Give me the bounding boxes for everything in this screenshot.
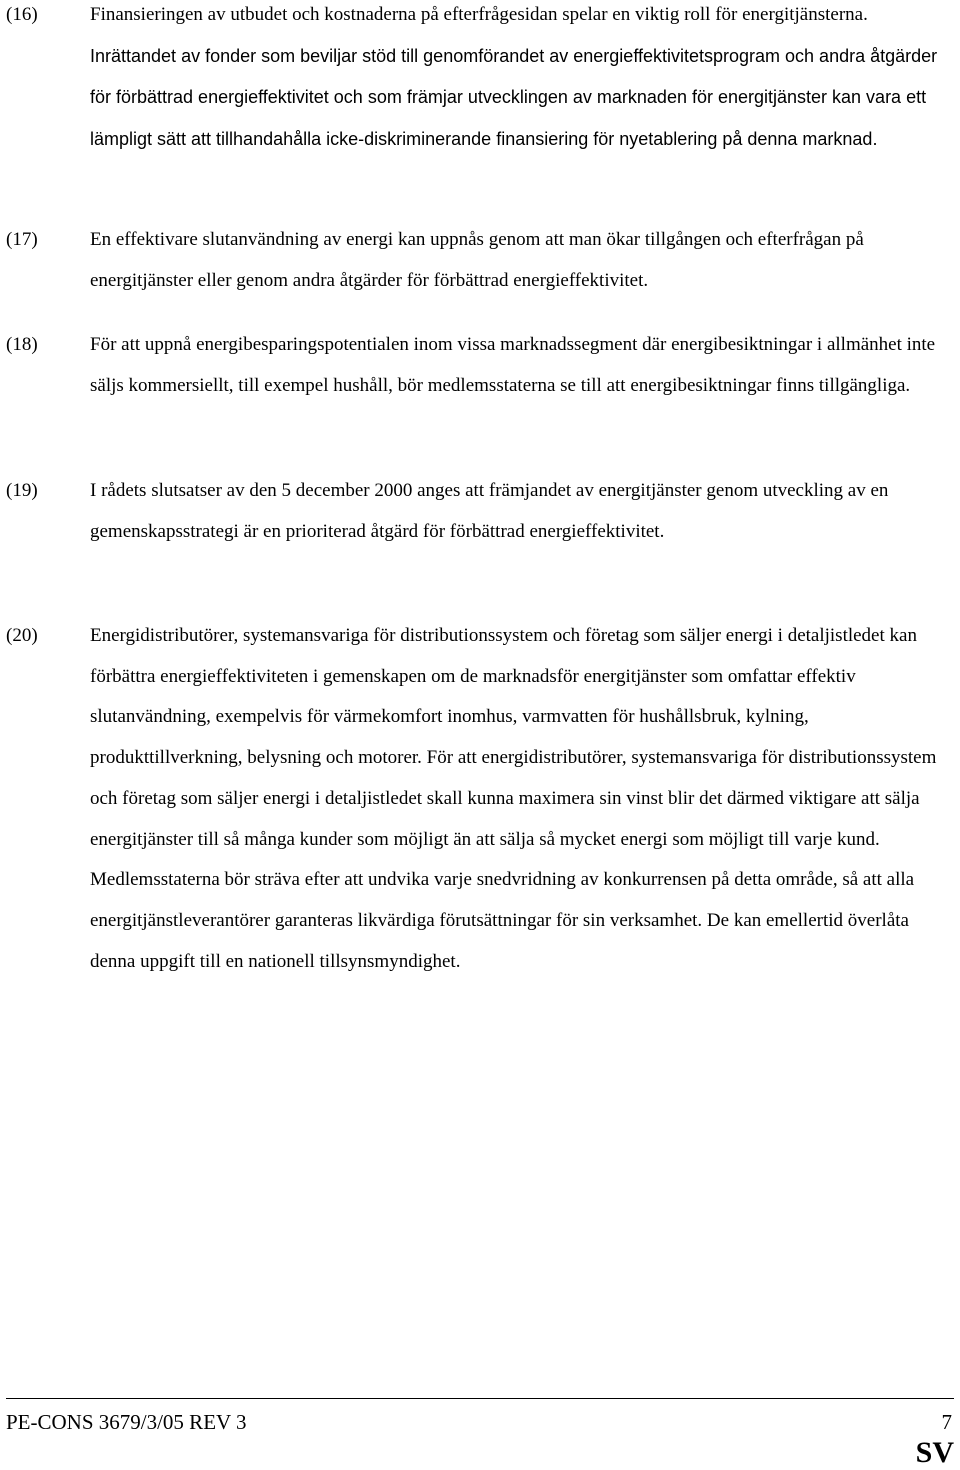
paragraph-18: [0, 325, 960, 406]
paragraph-19: [0, 471, 960, 552]
footer-divider: [6, 1398, 954, 1399]
paragraph-number: (18): [6, 334, 38, 355]
paragraph-text: En effektivare slutanvändning av energi kan uppnås genom att man ökar tillgången och efterfrågan på energitjänster eller genom andra åtgärder för förbättrad energieffektivitet.: [90, 229, 864, 291]
paragraph-17: [0, 220, 960, 301]
footer-page-number: 7: [941, 1410, 952, 1434]
footer-language-code: SV: [915, 1436, 954, 1469]
paragraph-text: För att uppnå energibesparingspotentialen inom vissa marknadssegment där energibesiktningar i allmänhet inte säljs kommersiellt, till exempel hushåll, bör medlemsstaterna se till att energibesiktningar finns tillgängliga.: [90, 334, 936, 396]
paragraph-text: I rådets slutsatser av den 5 december 2000 anges att främjandet av energitjänster genom utveckling av en gemenskapsstrategi är en prioriterad åtgärd för förbättrad energieffektivitet.: [90, 480, 889, 542]
paragraph-number: (17): [6, 229, 38, 250]
paragraph-number: (16): [6, 4, 38, 25]
paragraph-20: [0, 616, 960, 982]
paragraph-16: [0, 0, 960, 161]
paragraph-number: (19): [6, 480, 38, 501]
paragraph-text-sans: Inrättandet av fonder som beviljar stöd till genomförandet av energieffektivitetsprogram och andra åtgärder för förbättrad energieffektivitet och som främjar utvecklingen av marknaden för energitjänster kan vara ett lämpligt sätt att tillhandahålla icke-diskriminerande finansiering för nyetablering på denna marknad.: [90, 45, 938, 150]
paragraph-text: Energidistributörer, systemansvariga för distributionssystem och företag som säljer energi i detaljistledet kan förbättra energieffektiviteten i gemenskapen om de marknadsför energitjänster som omfattar effektiv slutanvändning, exempelvis för värmekomfort inomhus, varmvatten för hushållsbruk, kylning, produkttillverkning, belysning och motorer. För att energidistributörer, systemansvariga för distributionssystem och företag som säljer energi i detaljistledet skall kunna maximera sin vinst blir det därmed viktigare att sälja energitjänster till så många kunder som möjligt än att sälja så mycket energi som möjligt till varje kund. Medlemsstaterna bör sträva efter att undvika varje snedvridning av konkurrensen på detta område, så att alla energitjänstleverantörer garanteras likvärdiga förutsättningar för sin verksamhet. De kan emellertid överlåta denna uppgift till en nationell tillsynsmyndighet.: [90, 625, 937, 972]
paragraph-text: [90, 0, 958, 161]
paragraph-number: (20): [6, 625, 38, 646]
footer-doc-reference: PE-CONS 3679/3/05 REV 3: [6, 1410, 247, 1434]
paragraph-text-serif: Finansieringen av utbudet och kostnaderna på efterfrågesidan spelar en viktig roll för energitjänsterna.: [90, 4, 868, 25]
